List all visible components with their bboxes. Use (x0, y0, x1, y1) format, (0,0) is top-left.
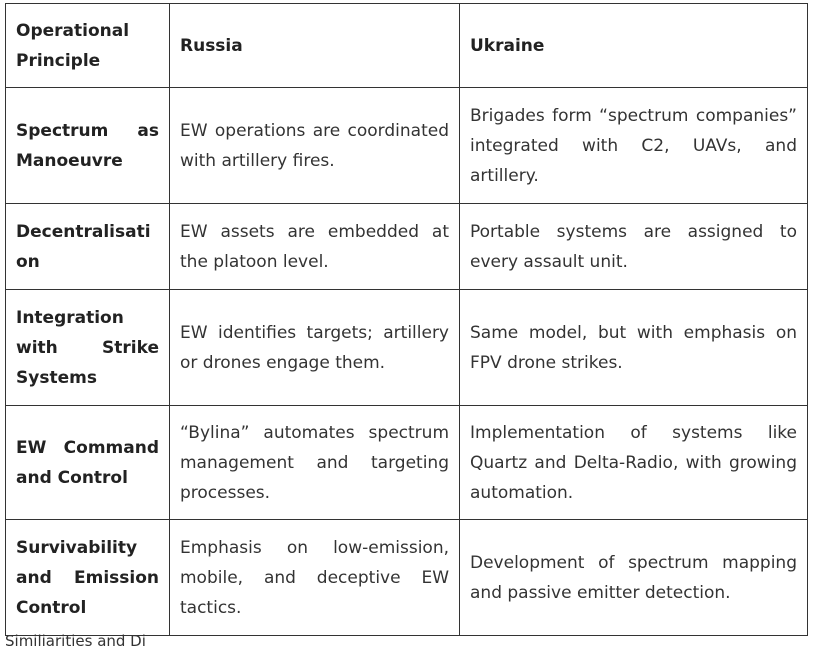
ukraine-cell: Development of spectrum mapping and passive emitter detection. (460, 520, 808, 636)
table-row (6, 204, 808, 290)
russia-cell: Emphasis on low-emission, mobile, and deceptive EW tactics. (170, 520, 460, 636)
table-row (6, 88, 808, 204)
principle-cell: EW Command and Control (6, 406, 170, 520)
ukraine-cell: Brigades form “spectrum companies” integrated with C2, UAVs, and artillery. (460, 88, 808, 204)
table-header-row (6, 4, 808, 88)
principle-cell: Decentralisation (6, 204, 170, 290)
table-row (6, 406, 808, 520)
ukraine-cell: Portable systems are assigned to every assault unit. (460, 204, 808, 290)
comparison-table (5, 3, 808, 636)
principle-cell: Integration with Strike Systems (6, 290, 170, 406)
ukraine-cell: Implementation of systems like Quartz and Delta-Radio, with growing automation. (460, 406, 808, 520)
ukraine-cell: Same model, but with emphasis on FPV drone strikes. (460, 290, 808, 406)
russia-cell: “Bylina” automates spectrum management and targeting processes. (170, 406, 460, 520)
russia-cell: EW identifies targets; artillery or drones engage them. (170, 290, 460, 406)
table-caption: Similiarities and Di (5, 632, 146, 650)
principle-cell: Spectrum as Manoeuvre (6, 88, 170, 204)
table-row (6, 290, 808, 406)
header-russia: Russia (170, 4, 460, 88)
principle-cell: Survivability and Emission Control (6, 520, 170, 636)
russia-cell: EW assets are embedded at the platoon level. (170, 204, 460, 290)
table-row (6, 520, 808, 636)
header-operational-principle: Operational Principle (6, 4, 170, 88)
russia-cell: EW operations are coordinated with artillery fires. (170, 88, 460, 204)
header-ukraine: Ukraine (460, 4, 808, 88)
